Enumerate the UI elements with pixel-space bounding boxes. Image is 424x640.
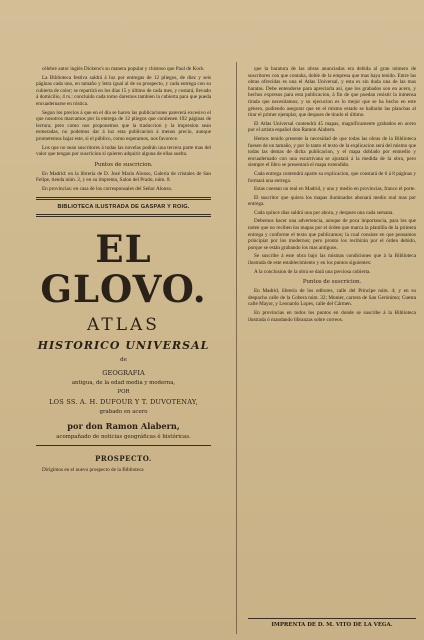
- continuation-paragraph: célebre autor inglés Dickens's su manera popular y chistoso que Paul de Kock: [42, 66, 204, 72]
- de-label: de: [120, 356, 127, 363]
- body-paragraph: Debemos hacer una advertencia, aunque de poca importancia, para los que noten que no reciben los mapas por el órden que marca la plantilla de la primera entrega y conforme el texto que publicamos; la cual consiste en que pensamos principiar por los modernos; pero pronto los recibirán por el órden debido, porque se están grabando los mas antiguos.: [248, 218, 416, 251]
- body-paragraph: A la conclusion de la obra se dará una preciosa cubierta.: [254, 268, 371, 275]
- body-paragraph: Cada entrega contendrá aparte su explicacion, que constará de 6 á 8 páginas y formará una entrega.: [248, 170, 416, 184]
- column-divider: [236, 62, 237, 634]
- right-column: [248, 66, 416, 325]
- left-column: [36, 66, 211, 475]
- continuation-paragraph: Segun los precios á que en el dia se hacen las publicaciones parecerá excesivo el que nosotros marcamos por la entrega de 12 pliegos que contienen 192 páginas de lectura; pero como nos proponemos que la traduccion y la impresion sean esmeradas, no podemos dar á luz esta publicacion á menos precio, aunque prometemos bajar este, si el público, como esperamos, nos favorece.: [36, 109, 211, 142]
- puntos-heading-right: Puntos de suscricion.: [302, 279, 362, 286]
- body-paragraph: Estas cuestan un real en Madrid, y uno y medio en provincias, franco el porte.: [254, 186, 416, 193]
- continuation-paragraph: Los que no sean suscritores á todas las novelas podrán una tercera parte mas del valor que tengan por suscricion si quieren adquirir alguna de ellas suelta.: [36, 144, 211, 158]
- rule: [36, 214, 211, 217]
- geografia-title: GEOGRAFIA: [102, 368, 145, 377]
- continuation-paragraph: La Biblioteca festiva saldrá á luz por entregas de 12 pliegos, de diez y seis páginas cada uno, en tamaño y letra igual al de su prospecto, y cada entrega con su cubierta de color; se repartirá en los días 15 y último de cada mes, y costará, llevado á domicilio, 4 rs.: concluido cada tomo daremos tambien la cubierta para que pueda encuadernarse en rústica.: [36, 74, 211, 107]
- puntos-heading-left: Puntos de suscricion.: [94, 161, 153, 168]
- puntos-paragraph: En Madrid, librería de los editores, calle del Príncipe núm. 4; y en su despacho calle de la Cobera núm. 32; Monier, carrera de San Gerónimo; Cuesta calle Mayor, y Leonardo Lopes, calle del Cármen.: [248, 288, 416, 308]
- puntos-paragraph: En provincias: en casa de los corresponsales del Señor Alonso.: [42, 185, 173, 192]
- acompanado-line: acompañado de noticias geográficas é históricas.: [56, 433, 191, 440]
- atlas-title: ATLAS: [87, 314, 160, 335]
- por-label: POR: [117, 388, 130, 395]
- rule: [36, 445, 211, 446]
- main-title: EL GLOVO.: [40, 226, 207, 311]
- rule: [36, 197, 211, 200]
- grabado-label: grabado en acero: [99, 408, 148, 415]
- puntos-paragraph: En provincias en todos los puntos en donde se suscribe á la Biblioteca ilustrada ó mandando libranzas sobre correos.: [248, 310, 416, 323]
- prospecto-heading: PROSPECTO.: [95, 453, 152, 463]
- prospecto-paragraph: Dirigimos en el nuevo prospecto de la Biblioteca: [42, 466, 144, 473]
- alabern-line: por don Ramon Alabern,: [67, 420, 180, 431]
- imprenta-footer: IMPRENTA DE D. M. VITO DE LA VEGA.: [248, 618, 416, 628]
- biblioteca-heading: BIBLIOTECA ILUSTRADA DE GASPAR Y ROIG.: [57, 203, 190, 210]
- puntos-paragraph: En Madrid: en la librería de D. José María Alonso, Galería de cristales de San Felipe, tienda núm. 2, y en su imprenta, Salon del Prado, núm. 8.: [36, 170, 211, 184]
- body-paragraph: que la baratura de las obras anunciadas era debida al gran número de suscritores con que contaba, doble de la empresa que mas haya tenido. Entre las obras ofrecidas es una el Atlas Universal, y esta es sin duda una de las mas baratas. Debe entenderse para apreciarla así, que los grabados son en acero, y hechos expresos para esta publicacion, á fin de que puedan resistir la inmensa tirada que necesitamos; y su ejecucion es lo mejor que se ha hecho en este género, pudiendo asegurar que en el mismo estado se hallarán las planchas al tirar el primer ejemplar, que despues de tirado el último.: [248, 66, 416, 119]
- body-paragraph: El Atlas Universal contendrá 45 mapas, magníficamente grabados en acero por el artista español don Ramon Alabern.: [248, 120, 416, 134]
- authors-line: LOS SS. A. H. DUFOUR Y T. DUVOTENAY,: [49, 397, 198, 406]
- body-paragraph: El suscritor que quiera los mapas iluminados abonará medio real mas por entrega.: [248, 194, 416, 208]
- body-paragraph: Se suscribe á este obra bajo las mismas condiciones que á la Biblioteca ilustrada de este establecimiento y en los puntos siguientes:: [248, 253, 416, 267]
- body-paragraph: Hemos tenido presente la necesidad de que todas las obras de la Biblioteca fuesen de un tamaño, y por lo tanto el texto de la explicacion será del mismo que todas las demas de dicha publicacion, y el mapa doblado por enmedio y encuadernado con una escartivana se ajustará á la medida de la obra, pero siempre el libro se presentará el mapa extendido.: [248, 135, 416, 169]
- antigua-label: antigua, de la edad media y moderna,: [71, 379, 176, 386]
- historico-title: HISTORICO UNIVERSAL: [37, 338, 210, 352]
- body-paragraph: Cada quince dias saldrá una por ahora, y despues una cada semana.: [254, 209, 394, 216]
